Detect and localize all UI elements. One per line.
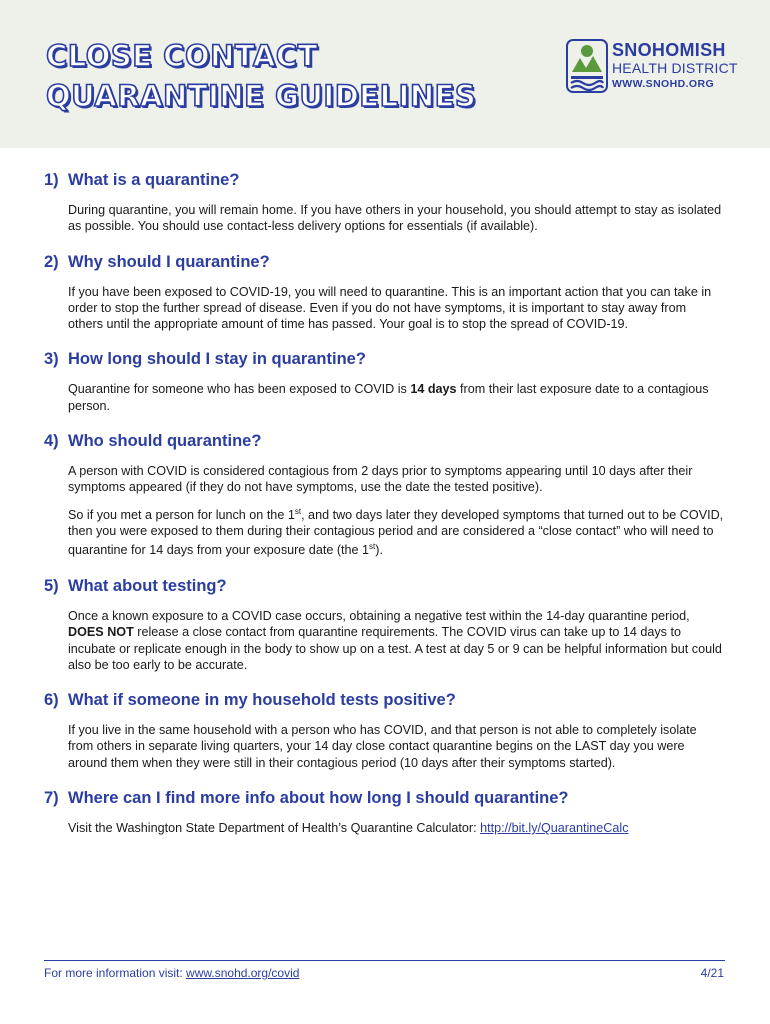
section-heading-text: Why should I quarantine? (68, 252, 270, 271)
footer-info (44, 966, 299, 980)
section-heading (44, 431, 724, 451)
section-heading (44, 690, 724, 710)
section-heading (44, 252, 724, 272)
section-paragraph: If you live in the same household with a person who has COVID, and that person is not able to completely isolate from others in separate living quarters, your 14 day close contact quarantine begins on the LAST day you were around them when they were still in their contagious period (10 days after their symptoms started). (68, 723, 697, 770)
footer-text: For more information visit: (44, 966, 187, 980)
snohomish-health-district-mark-icon (566, 38, 608, 94)
section-paragraph: During quarantine, you will remain home. If you have others in your household, you should attempt to stay as isolated as possible. You should use contact-less delivery options for essentials (if available). (68, 203, 722, 234)
section-paragraph: A person with COVID is considered contagious from 2 days prior to symptoms appearing until 10 days after their symptoms appeared (if they do not have symptoms, use the date the tested positive). (68, 464, 693, 495)
section-heading-text: How long should I stay in quarantine? (68, 350, 366, 369)
section-testing (44, 576, 724, 673)
quarantine-calculator-link[interactable]: http://bit.ly/QuarantineCalc (480, 821, 629, 836)
section-number: 5) (44, 576, 59, 595)
section-heading-text: What about testing? (68, 576, 227, 595)
section-number: 6) (44, 691, 59, 710)
section-who-should-quarantine (44, 431, 724, 559)
section-heading (44, 788, 724, 808)
paragraph-text: , and two days later they developed symptoms that turned out to be COVID, then you were exposed to them during their contagious period and are considered a “close contact” who will need to quarantine for 14 days from your exposure date (the 1 (68, 507, 724, 558)
section-number: 2) (44, 252, 59, 271)
section-what-is-quarantine (44, 170, 724, 235)
logo-url: WWW.SNOHD.ORG (612, 78, 715, 90)
paragraph-bold: 14 days (410, 382, 457, 397)
section-paragraph-example (68, 504, 724, 559)
superscript: st (369, 542, 376, 552)
logo-name: SNOHOMISH (612, 40, 726, 60)
section-heading-text: Who should quarantine? (68, 432, 262, 451)
section-paragraph: If you have been exposed to COVID-19, you will need to quarantine. This is an important action that you can take in order to stop the further spread of disease. Even if you do not have symptoms, it is important to stay away from others until the appropriate amount of time has passed. Your goal is to stop the spread of COVID-19. (68, 284, 712, 332)
superscript: st (294, 506, 302, 516)
footer-divider (44, 960, 725, 961)
section-why-quarantine (44, 252, 724, 333)
paragraph-text: Visit the Washington State Department of Health’s Quarantine Calculator: (68, 821, 481, 836)
paragraph-text: from their last exposure date to a contagious person. (68, 382, 709, 413)
header-band (0, 0, 770, 148)
paragraph-text: ). (375, 543, 383, 558)
logo-subtitle: HEALTH DISTRICT (612, 60, 738, 76)
section-how-long (44, 349, 724, 414)
section-number: 3) (44, 350, 59, 369)
section-paragraph (68, 381, 724, 414)
title-line-2: QUARANTINE GUIDELINES (46, 79, 477, 113)
paragraph-text: Quarantine for someone who has been exposed to COVID is (68, 382, 411, 397)
title-line-1: CLOSE CONTACT (46, 39, 318, 73)
paragraph-text: release a close contact from quarantine requirements. The COVID virus can take up to 14 days to incubate or replicate enough in the body to show up on a test. A test at day 5 or 9 can be helpful information but could also be too early to be accurate. (68, 625, 722, 672)
section-heading (44, 576, 724, 596)
section-number: 1) (44, 171, 59, 189)
page-title (46, 36, 476, 116)
section-household-positive (44, 690, 724, 771)
footer-date: 4/21 (700, 966, 724, 980)
section-number: 4) (44, 432, 59, 451)
snohomish-logo (566, 38, 736, 94)
guidelines-content (44, 170, 724, 853)
section-number: 7) (44, 789, 59, 808)
section-paragraph (68, 608, 724, 673)
section-paragraph (68, 820, 724, 836)
footer-covid-link[interactable]: www.snohd.org/covid (186, 966, 300, 980)
paragraph-text: Once a known exposure to a COVID case occurs, obtaining a negative test within the 14-day quarantine period, (68, 608, 690, 623)
section-heading-text: Where can I find more info about how long I should quarantine? (68, 789, 569, 808)
section-heading-text: What if someone in my household tests positive? (68, 691, 456, 710)
section-more-info (44, 788, 724, 836)
section-heading-text: What is a quarantine? (68, 171, 240, 189)
paragraph-bold: DOES NOT (68, 625, 134, 640)
section-heading (44, 349, 724, 369)
section-heading (44, 170, 724, 190)
paragraph-text: So if you met a person for lunch on the 1 (68, 507, 295, 522)
